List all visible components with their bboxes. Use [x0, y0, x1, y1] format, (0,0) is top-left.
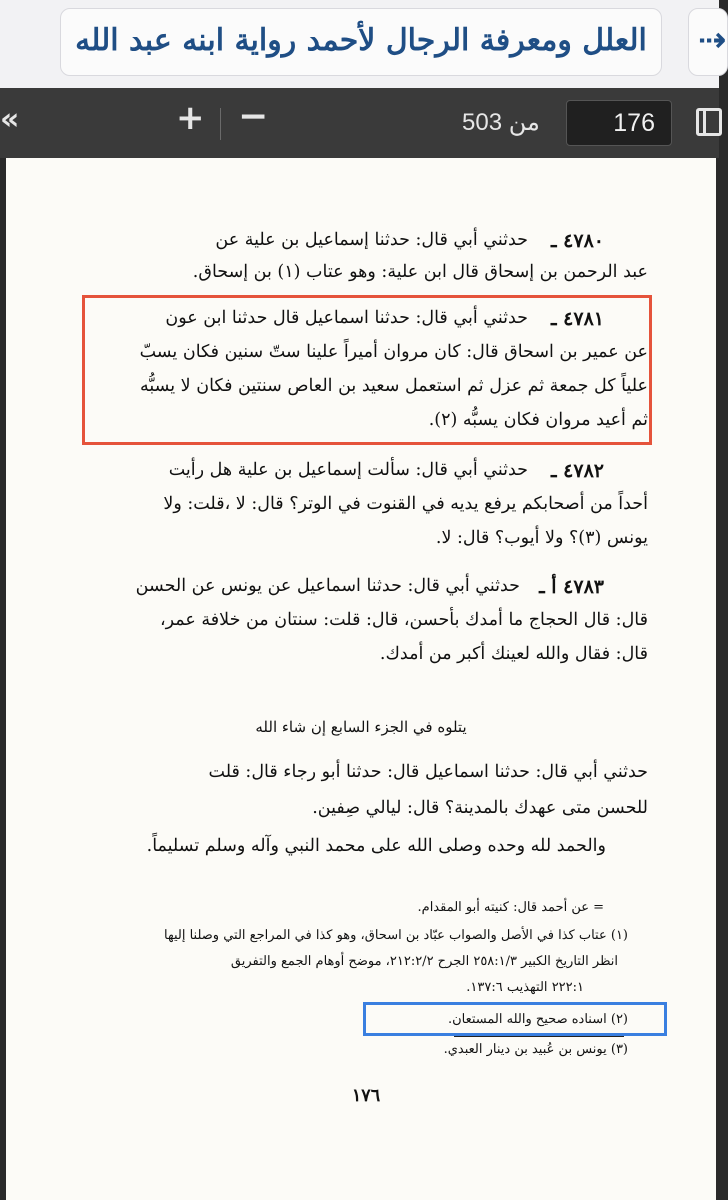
hadith-text-line: ثم أعيد مروان فكان يسبُّه (٢). [428, 410, 648, 430]
zoom-in-button[interactable]: + [176, 98, 205, 138]
toolbar-divider [220, 108, 221, 140]
hadith-text-line: قال: فقال والله لعينك أكبر من أمدك. [379, 644, 648, 664]
hadith-text-line: حدثني أبي قال: حدثنا اسماعيل عن يونس عن الحسن [135, 576, 520, 596]
collapse-chevron-icon[interactable]: « [0, 102, 20, 137]
pdf-toolbar [0, 88, 719, 159]
footnote-line: (١) عتاب كذا في الأصل والصواب عبّاد بن اسحاق، وهو كذا في المراجع التي وصلنا إليها [164, 928, 628, 943]
hadith-text-line: حدثني أبي قال: حدثنا اسماعيل قال حدثنا ابن عون [165, 308, 528, 328]
footnote-line: (٣) يونس بن عُبيد بن دينار العبدي. [443, 1042, 628, 1057]
zoom-out-button[interactable]: − [238, 96, 269, 137]
next-part-note: يتلوه في الجزء السابع إن شاء الله [255, 718, 467, 736]
closing-text-line: والحمد لله وحده وصلى الله على محمد النبي وآله وسلم تسليماً. [146, 836, 606, 856]
page-footer-number: ١٧٦ [351, 1086, 381, 1106]
page-number-input[interactable]: 176 [566, 100, 672, 146]
hadith-text-line: أحداً من أصحابكم يرفع يديه في القنوت في الوتر؟ قال: لا ،قلت: ولا [163, 494, 648, 514]
closing-text-line: حدثني أبي قال: حدثنا اسماعيل قال: حدثنا أبو رجاء قال: قلت [208, 762, 648, 782]
sidebar-icon[interactable] [696, 108, 722, 136]
arrow-right-icon[interactable]: ⇢ [698, 20, 727, 60]
hadith-text-line: قال: قال الحجاج ما أمدك بأحسن، قال: قلت: سنتان من خلافة عمر، [159, 610, 648, 630]
hadith-text-line: عبد الرحمن بن إسحاق قال ابن علية: وهو عتاب (١) بن إسحاق. [192, 262, 648, 282]
footnote-line: انظر التاريخ الكبير ٢٥٨:١/٣ الجرح ٢١٢:٢/٢، موضح أوهام الجمع والتفريق [230, 954, 618, 969]
closing-text-line: للحسن متى عهدك بالمدينة؟ قال: ليالي صِفين. [312, 798, 648, 818]
page-total-label: من 503 [462, 109, 540, 136]
hadith-number: ٤٧٨١ ـ [550, 308, 604, 330]
book-title-bar[interactable] [60, 8, 662, 76]
hadith-number: ٤٧٨٠ ـ [550, 230, 604, 252]
app-header [0, 0, 727, 89]
footnote-line: ٢٢٢:١ التهذيب ١٣٧:٦. [466, 980, 584, 995]
highlight-box-blue [363, 1002, 667, 1036]
footnote-line: (٢) اسناده صحيح والله المستعان. [447, 1012, 628, 1027]
footnote-divider [454, 1036, 624, 1037]
hadith-number: ٤٧٨٢ ـ [550, 460, 604, 482]
hadith-text-line: يونس (٣)؟ ولا أيوب؟ قال: لا. [435, 528, 648, 548]
footnote-line: = عن أحمد قال: كنيته أبو المقدام. [417, 900, 604, 915]
hadith-text-line: حدثني أبي قال: حدثنا إسماعيل بن علية عن [215, 230, 528, 250]
hadith-text-line: حدثني أبي قال: سألت إسماعيل بن علية هل رأيت [168, 460, 528, 480]
book-title: العلل ومعرفة الرجال لأحمد رواية ابنه عبد الله [75, 23, 647, 58]
hadith-text-line: عن عمير بن اسحاق قال: كان مروان أميراً علينا ستّ سنين فكان يسبّ [139, 342, 648, 362]
hadith-number: ٤٧٨٣ أ ـ [539, 576, 604, 598]
highlight-box-red [82, 295, 652, 445]
hadith-text-line: علياً كل جمعة ثم عزل ثم استعمل سعيد بن العاص سنتين فكان لا يسبُّه [139, 376, 648, 396]
